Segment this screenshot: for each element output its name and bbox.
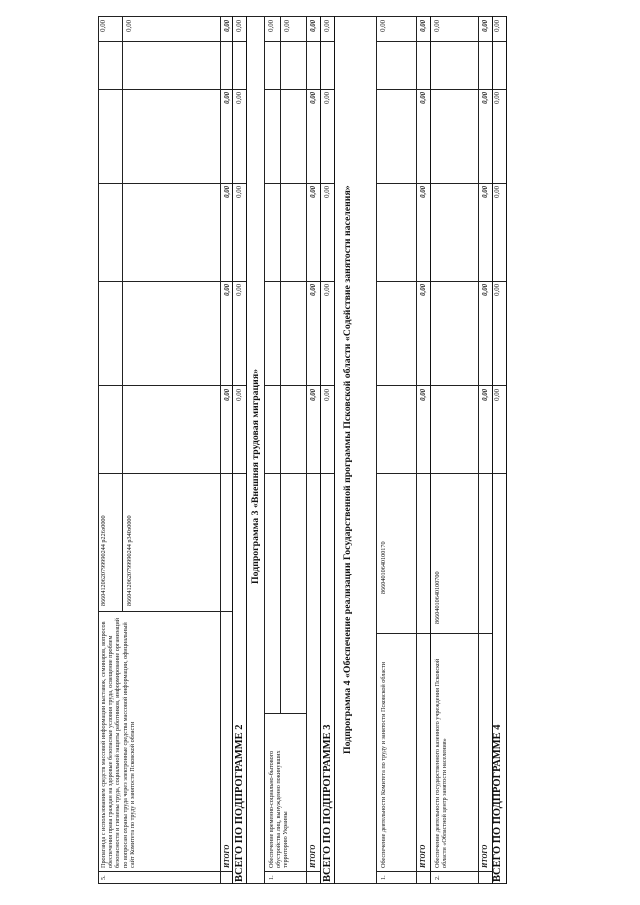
column-line (264, 183, 334, 184)
table-border (98, 16, 99, 884)
value-cell: 0,00 (268, 20, 275, 32)
row-line (376, 16, 377, 884)
row-line (220, 16, 221, 884)
value-cell: 0,00 (224, 186, 231, 198)
value-cell: 0,00 (380, 20, 387, 32)
value-cell: 0,00 (310, 20, 317, 32)
value-cell: 0,00 (224, 284, 231, 296)
budget-code: 86604120620799990244 р340з0000 (126, 515, 133, 606)
row-description: Обеспечение деятельности Комитета по труду и занятости Псковской области (380, 662, 387, 868)
value-cell: 0,00 (236, 20, 243, 32)
subprogram-total-label: ВСЕГО ПО ПОДПРОГРАММЕ 3 (322, 724, 333, 882)
value-cell: 0,00 (224, 20, 231, 32)
row-line (492, 16, 493, 884)
row-line (478, 16, 479, 884)
row-line (306, 16, 307, 884)
itogo-label: ИТОГО (310, 844, 317, 868)
itogo-label: ИТОГО (420, 844, 427, 868)
row-line (334, 16, 335, 884)
value-cell: 0,00 (482, 20, 489, 32)
column-line (264, 281, 334, 282)
value-cell: 0,00 (324, 186, 331, 198)
row-description: Обеспечение деятельности государственного казенного учреждения Псковской области «Областной центр занятости населения» (434, 657, 449, 868)
value-cell: 0,00 (420, 92, 427, 104)
column-line (264, 871, 320, 872)
row-line (264, 16, 265, 884)
row-line (122, 16, 123, 612)
value-cell: 0,00 (224, 389, 231, 401)
value-cell: 0,00 (494, 284, 501, 296)
rotated-table (98, 16, 640, 884)
column-line (98, 281, 246, 282)
value-cell: 0,00 (482, 186, 489, 198)
value-cell: 0,00 (420, 284, 427, 296)
row-number: 1. (380, 875, 387, 880)
row-description: Обеспечение временно-социально-бытового обустройства лиц, вынужденно покинувших территорию Украины (268, 748, 290, 868)
value-cell: 0,00 (482, 389, 489, 401)
row-line (232, 16, 233, 884)
value-cell: 0,00 (482, 284, 489, 296)
row-line (416, 16, 417, 884)
column-line (264, 713, 306, 714)
itogo-label: ИТОГО (224, 844, 231, 868)
column-line (264, 89, 334, 90)
value-cell: 0,00 (324, 284, 331, 296)
row-number: 1. (268, 875, 275, 880)
column-line (264, 473, 334, 474)
column-line (98, 89, 246, 90)
row-description: Пропаганда с использованием средств массовой информации выставок, семинаров, вопросов обеспечения права граждан на здоровые безопасные условия труда, освещение проблем безопасности и гигиены труда, социальной защиты работников, информирование организаций по вопросам охраны труда через электронные средства массовой информации, официальный сайт Комитета по труду и занятости Псковской области (100, 616, 136, 868)
value-cell: 0,00 (324, 20, 331, 32)
value-cell: 0,00 (126, 20, 133, 32)
value-cell: 0,00 (420, 186, 427, 198)
column-line (98, 871, 232, 872)
value-cell: 0,00 (310, 186, 317, 198)
table-border (98, 16, 506, 17)
subprogram-header: Подпрограмма 4 «Обеспечение реализации Государственной программы Псковской области «Содействие занятости населения» (342, 185, 353, 754)
column-line (98, 611, 232, 612)
row-line (320, 16, 321, 884)
row-line (506, 16, 507, 884)
column-line (376, 89, 506, 90)
value-cell: 0,00 (224, 92, 231, 104)
column-line (376, 41, 506, 42)
column-line (376, 871, 492, 872)
column-line (264, 41, 334, 42)
subprogram-header: Подпрограмма 3 «Внешняя трудовая миграция» (250, 368, 261, 584)
value-cell: 0,00 (482, 92, 489, 104)
value-cell: 0,00 (236, 186, 243, 198)
column-line (376, 633, 492, 634)
column-line (98, 41, 246, 42)
column-line (376, 183, 506, 184)
row-line (280, 16, 281, 714)
column-line (98, 183, 246, 184)
subprogram-total-label: ВСЕГО ПО ПОДПРОГРАММЕ 4 (492, 724, 503, 882)
subprogram-total-label: ВСЕГО ПО ПОДПРОГРАММЕ 2 (234, 724, 245, 882)
value-cell: 0,00 (310, 284, 317, 296)
value-cell: 0,00 (494, 92, 501, 104)
value-cell: 0,00 (324, 389, 331, 401)
value-cell: 0,00 (420, 20, 427, 32)
column-line (376, 473, 506, 474)
column-line (98, 473, 246, 474)
row-number: 5. (100, 875, 107, 880)
value-cell: 0,00 (494, 186, 501, 198)
value-cell: 0,00 (284, 20, 291, 32)
value-cell: 0,00 (236, 389, 243, 401)
value-cell: 0,00 (434, 20, 441, 32)
column-line (376, 281, 506, 282)
value-cell: 0,00 (100, 20, 107, 32)
value-cell: 0,00 (310, 389, 317, 401)
row-number: 2. (434, 875, 441, 880)
value-cell: 0,00 (324, 92, 331, 104)
value-cell: 0,00 (310, 92, 317, 104)
column-line (376, 385, 506, 386)
column-line (264, 385, 334, 386)
column-line (98, 385, 246, 386)
value-cell: 0,00 (420, 389, 427, 401)
value-cell: 0,00 (236, 92, 243, 104)
value-cell: 0,00 (494, 20, 501, 32)
row-line (430, 16, 431, 884)
value-cell: 0,00 (236, 284, 243, 296)
budget-code: 86604010640100170 (380, 541, 387, 594)
budget-code: 86604010640100700 (434, 571, 441, 624)
value-cell: 0,00 (494, 389, 501, 401)
budget-code: 86604120620799990244 р226з0000 (100, 515, 107, 606)
table-border (98, 883, 506, 884)
itogo-label: ИТОГО (482, 844, 489, 868)
row-line (246, 16, 247, 884)
